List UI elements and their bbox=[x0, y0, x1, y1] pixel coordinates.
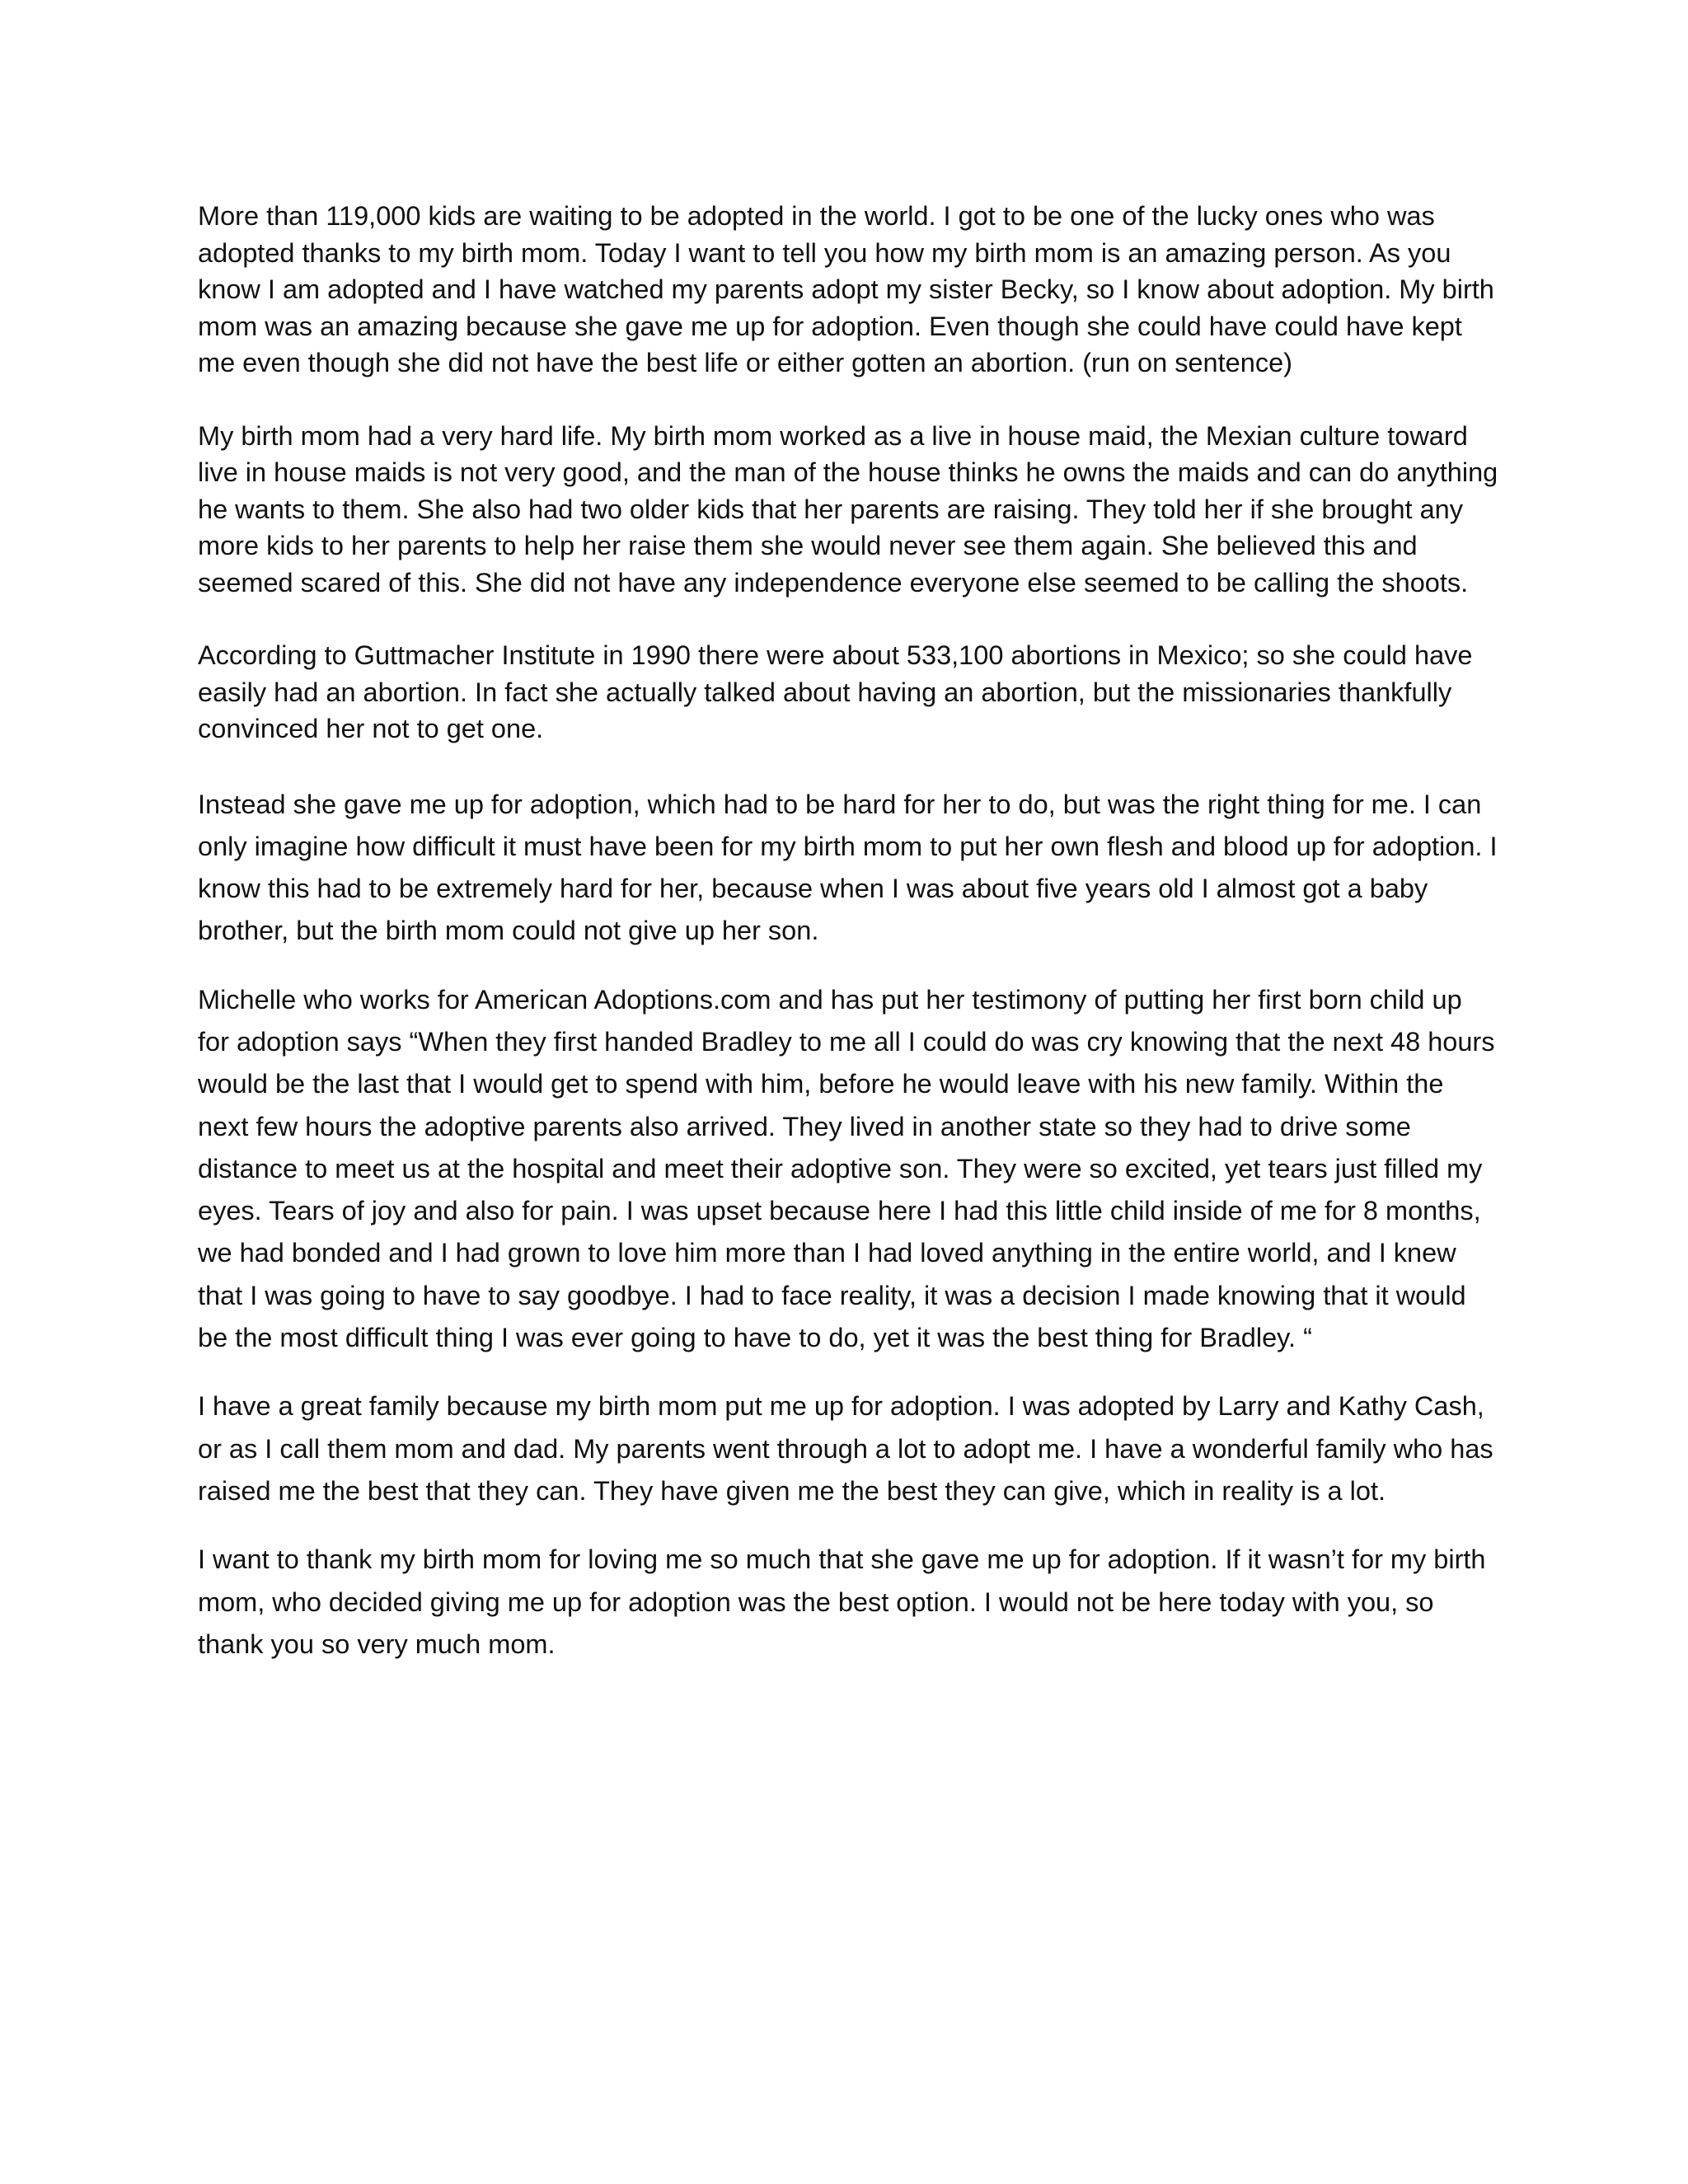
paragraph-intro: More than 119,000 kids are waiting to be adopted in the world. I got to be one of the lucky ones who was adopted thanks to my birth mom. Today I want to tell you how my birth mom is an amazing person. As you know I am adopted and I have watched my parents adopt my sister Becky, so I know about adoption. My birth mom was an amazing because she gave me up for adoption. Even though she could have could have kept me even though she did not have the best life or either gotten an abortion. (run on sentence) bbox=[198, 201, 1494, 377]
paragraph-hard-life: My birth mom had a very hard life. My birth mom worked as a live in house maid, the Mexian culture toward live in house maids is not very good, and the man of the house thinks he owns the maids and can do anything he wants to them. She also had two older kids that her parents are raising. They told her if she brought any more kids to her parents to help her raise them she would never see them again. She believed this and seemed scared of this. She did not have any independence everyone else seemed to be calling the shoots. bbox=[198, 420, 1498, 598]
paragraph-abortion-statistics: According to Guttmacher Institute in 1990 there were about 533,100 abortions in Mexico; so she could have easily had an abortion. In fact she actually talked about having an abortion, but the missionaries thankfully convinced her not to get one. bbox=[198, 640, 1473, 743]
paragraph-testimony-quote: Michelle who works for American Adoptions.com and has put her testimony of putting her first born child up for adoption says “When they first handed Bradley to me all I could do was cry knowing that the next 48 hours would be the last that I would get to spend with him, before he would leave with his new family. Within the next few hours the adoptive parents also arrived. They lived in another state so they had to drive some distance to meet us at the hospital and meet their adoptive son. They were so excited, yet tears just filled my eyes. Tears of joy and also for pain. I was upset because here I had this little child inside of me for 8 months, we had bonded and I had grown to love him more than I had loved anything in the entire world, and I knew that I was going to have to say goodbye. I had to face reality, it was a decision I made knowing that it would be the most difficult thing I was ever going to have to do, yet it was the best thing for Bradley. “ bbox=[198, 984, 1495, 1353]
paragraph-adoption-choice: Instead she gave me up for adoption, which had to be hard for her to do, but was the right thing for me. I can only imagine how difficult it must have been for my birth mom to put her own flesh and blood up for adoption. I know this had to be extremely hard for her, because when I was about five years old I almost got a baby brother, but the birth mom could not give up her son. bbox=[198, 789, 1498, 946]
paragraph-closing-thanks: I want to thank my birth mom for loving me so much that she gave me up for adoption. If it wasn’t for my birth mom, who decided giving me up for adoption was the best option. I would not be here today with you, so thank you so very much mom. bbox=[198, 1544, 1486, 1659]
paragraph-adoptive-family: I have a great family because my birth mom put me up for adoption. I was adopted by Larry and Kathy Cash, or as I call them mom and dad. My parents went through a lot to adopt me. I have a wonderful family who has raised me the best that they can. They have given me the best they can give, which in reality is a lot. bbox=[198, 1391, 1493, 1506]
document-body bbox=[198, 198, 1500, 1692]
